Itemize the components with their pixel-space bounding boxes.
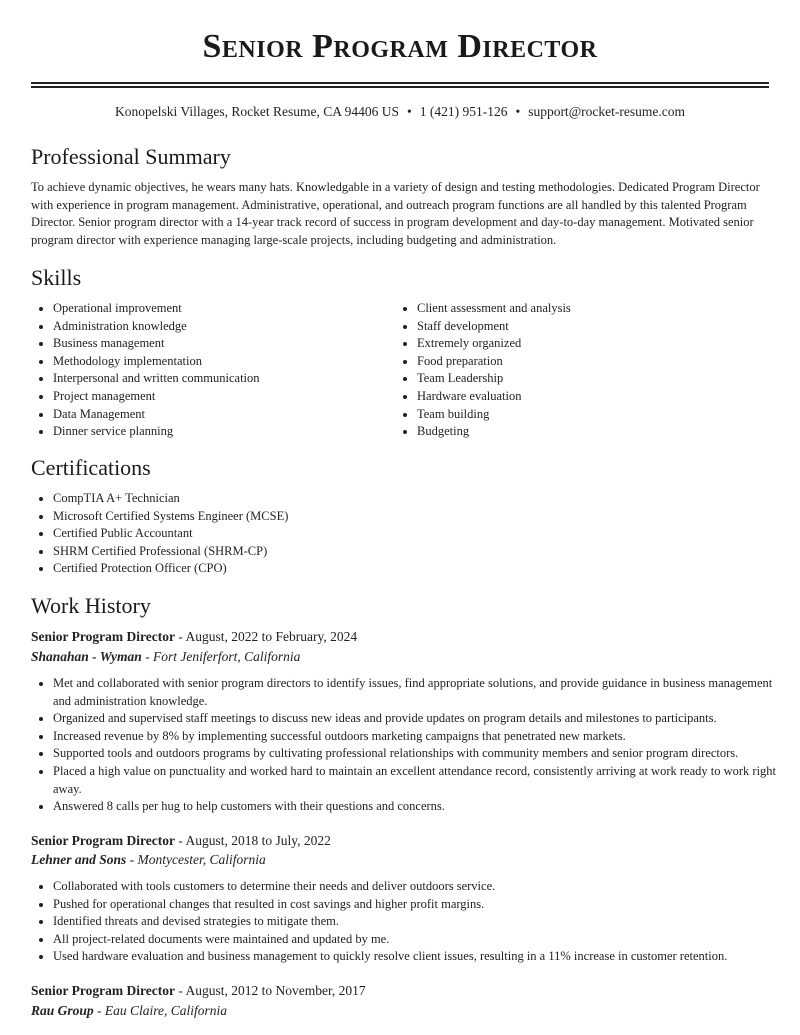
resume-title: Senior Program Director [202,28,598,65]
skill-item: • Administration knowledge [53,318,393,336]
job-title: Senior Program Director [31,629,175,644]
job-duties-list [31,675,783,816]
job-duty: • Identified threats and devised strategies to mitigate them. [53,913,783,931]
job-duty: • Answered 8 calls per hug to help customers with their questions and concerns. [53,798,783,816]
contact-address: Konopelski Villages, Rocket Resume, CA 94406 US [115,104,399,119]
skill-item: • Interpersonal and written communication [53,370,393,388]
skill-item: • Methodology implementation [53,353,393,371]
contact-separator: • [515,104,521,119]
job-company: Shanahan - Wyman [31,649,142,664]
job-dates: - August, 2012 to November, 2017 [174,983,366,998]
job-dates: - August, 2018 to July, 2022 [174,833,331,848]
job-company: Rau Group [31,1003,94,1018]
job-company-line [31,852,266,868]
job-location: - Fort Jeniferfort, California [141,649,301,664]
job-header [31,983,366,999]
certifications-heading: Certifications [31,455,151,480]
job-company-line [31,649,300,665]
job-duty: • Collaborated with tools customers to determine their needs and deliver outdoors service. [53,878,783,896]
skill-item: • Team building [417,406,777,424]
summary-heading: Professional Summary [31,144,231,169]
job-duty: • Met and collaborated with senior program directors to identify issues, find appropriate solutions, and provide guidance in business management and administration knowledge. [53,675,783,710]
work-history-heading: Work History [31,593,151,618]
summary-text: To achieve dynamic objectives, he wears many hats. Knowledgable in a variety of design and testing methodologies. Dedicated Program Director with experience in program management. Administrative, operational, and outreach program functions are all handled by this talented Program Director. Senior program director with a 14-year track record of success in program development and day-to-day management. Motivated senior program director with experience managing large-scale projects, including budgeting and administration. [31,180,760,248]
skill-item: • Business management [53,335,393,353]
skill-item: • Hardware evaluation [417,388,777,406]
job-duties-list [31,878,783,966]
certification-item: • SHRM Certified Professional (SHRM-CP) [53,543,553,561]
job-title: Senior Program Director [31,983,175,998]
skill-item: • Client assessment and analysis [417,300,777,318]
job-location: - Montycester, California [126,852,266,867]
certification-item: • Certified Protection Officer (CPO) [53,560,553,578]
skill-item: • Food preparation [417,353,777,371]
job-duty: • All project-related documents were maintained and updated by me. [53,931,783,949]
skills-heading: Skills [31,265,82,290]
skill-item: • Budgeting [417,423,777,441]
header-rule-bottom [31,86,769,88]
certifications-list [31,490,553,578]
job-duty: • Pushed for operational changes that resulted in cost savings and higher profit margins. [53,896,783,914]
job-duty: • Placed a high value on punctuality and worked hard to maintain an excellent attendance record, consistently arriving at work ready to work right away. [53,763,783,798]
job-duty: • Organized and supervised staff meetings to discuss new ideas and provide updates on program details and milestones to participants. [53,710,783,728]
contact-line [0,104,800,120]
job-header [31,629,357,645]
skill-item: • Operational improvement [53,300,393,318]
certification-item: • CompTIA A+ Technician [53,490,553,508]
contact-separator: • [406,104,412,119]
header-rule-top [31,82,769,84]
skill-item: • Team Leadership [417,370,777,388]
certification-item: • Microsoft Certified Systems Engineer (MCSE) [53,508,553,526]
skill-item: • Project management [53,388,393,406]
certification-item: • Certified Public Accountant [53,525,553,543]
skills-list-right [395,300,777,441]
job-duty: • Used hardware evaluation and business management to quickly resolve client issues, resulting in a 11% increase in customer retention. [53,948,783,966]
job-duty: • Supported tools and outdoors programs by cultivating professional relationships with community members and senior program directors. [53,745,783,763]
skill-item: • Extremely organized [417,335,777,353]
skills-list-left [31,300,393,441]
job-duty: • Increased revenue by 8% by implementing successful outdoors marketing campaigns that penetrated new markets. [53,728,783,746]
contact-email: support@rocket-resume.com [528,104,685,119]
job-title: Senior Program Director [31,833,175,848]
job-dates: - August, 2022 to February, 2024 [174,629,358,644]
job-company: Lehner and Sons [31,852,127,867]
skill-item: • Data Management [53,406,393,424]
job-header [31,833,331,849]
job-location: - Eau Claire, California [93,1003,228,1018]
skill-item: • Staff development [417,318,777,336]
job-company-line [31,1003,227,1019]
skill-item: • Dinner service planning [53,423,393,441]
contact-phone: 1 (421) 951-126 [419,104,508,119]
